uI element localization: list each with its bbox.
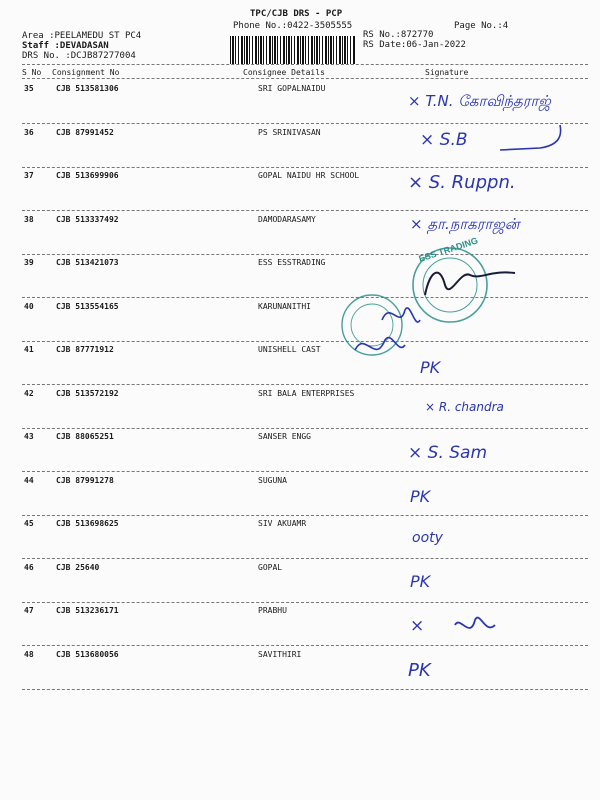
row-consignee: GOPAL xyxy=(258,562,283,572)
row-sno: 38 xyxy=(24,214,34,224)
row-consignment: CJB 87991452 xyxy=(56,127,114,137)
stamp-text: ESS TRADING xyxy=(417,235,480,264)
row-consignment: CJB 513572192 xyxy=(56,388,119,398)
row-consignee: SRI BALA ENTERPRISES xyxy=(258,388,355,398)
row-sno: 48 xyxy=(24,649,34,659)
staff-label: Staff :DEVADASAN xyxy=(22,41,109,51)
row-sno: 43 xyxy=(24,432,34,441)
col-header-consignment: Consignment No xyxy=(52,68,120,77)
row-consignment: CJB 88065251 xyxy=(56,432,114,441)
row-sno: 44 xyxy=(24,475,34,485)
row-consignee: SUGUNA xyxy=(258,475,287,485)
row-consignee: DAMODARASAMY xyxy=(258,214,316,224)
row-sno: 37 xyxy=(24,171,34,180)
row-consignee: ESS ESSTRADING xyxy=(258,258,326,267)
col-header-sno: S No xyxy=(22,68,42,77)
row-signature: × தா.நாகராஜன் xyxy=(410,215,520,233)
row-consignment: CJB 87991278 xyxy=(56,475,114,485)
row-sno: 35 xyxy=(24,84,34,93)
signature-scribble-39 xyxy=(425,272,515,295)
row-signature: PK xyxy=(408,660,431,681)
row-sno: 39 xyxy=(24,258,34,267)
row-consignment: CJB 513236171 xyxy=(56,606,119,615)
row-consignee: KARUNANITHI xyxy=(258,301,311,311)
drs-number: DRS No. :DCJB87277004 xyxy=(22,51,136,61)
row-consignee: SIV AKUAMR xyxy=(258,519,307,528)
row-signature: × xyxy=(410,616,425,636)
row-signature: ooty xyxy=(412,530,443,546)
row-signature: PK xyxy=(420,358,441,377)
row-consignment: CJB 513421073 xyxy=(56,258,119,267)
signature-stroke-36 xyxy=(500,125,561,150)
company-stamp xyxy=(342,248,487,355)
row-signature: × S. Ruppn. xyxy=(408,172,516,193)
row-signature: PK xyxy=(410,572,431,591)
row-consignee: SRI GOPALNAIDU xyxy=(258,84,326,93)
rs-number: RS No.:872770 xyxy=(363,30,434,40)
row-sno: 45 xyxy=(24,519,34,528)
row-consignment: CJB 513554165 xyxy=(56,301,119,311)
row-sno: 41 xyxy=(24,345,34,354)
phone-number: Phone No.:0422-3505555 xyxy=(233,21,353,31)
document-title: TPC/CJB DRS - PCP xyxy=(250,9,343,19)
page-number: Page No.:4 xyxy=(454,21,509,31)
row-consignee: GOPAL NAIDU HR SCHOOL xyxy=(258,171,360,180)
row-sno: 40 xyxy=(24,301,34,311)
col-header-consignee: Consignee Details xyxy=(243,68,325,77)
row-signature: × T.N. கோவிந்தராஜ் xyxy=(408,92,551,110)
rs-date: RS Date:06-Jan-2022 xyxy=(363,40,466,50)
row-consignment: CJB 513699906 xyxy=(56,171,119,180)
row-consignee: SANSER ENGG xyxy=(258,432,311,441)
row-consignment: CJB 513337492 xyxy=(56,214,119,224)
area-label: Area :PEELAMEDU ST PC4 xyxy=(22,31,142,41)
row-consignee: UNISHELL CAST xyxy=(258,345,321,354)
row-consignment: CJB 513698625 xyxy=(56,519,119,528)
row-sno: 42 xyxy=(24,388,34,398)
row-sno: 36 xyxy=(24,127,34,137)
row-consignment: CJB 87771912 xyxy=(56,345,114,354)
row-signature: × S. Sam xyxy=(408,443,488,463)
row-consignee: SAVITHIRI xyxy=(258,649,302,659)
signature-scribble-47 xyxy=(455,618,495,628)
col-header-signature: Signature xyxy=(425,68,469,77)
row-signature: × S.B xyxy=(420,130,468,150)
row-sno: 47 xyxy=(24,606,34,615)
row-consignment: CJB 513680056 xyxy=(56,649,119,659)
row-sno: 46 xyxy=(24,562,34,572)
row-consignee: PRABHU xyxy=(258,606,287,615)
row-consignment: CJB 513581306 xyxy=(56,84,119,93)
row-consignment: CJB 25640 xyxy=(56,562,100,572)
row-signature: × R. chandra xyxy=(425,400,504,414)
row-consignee: PS SRINIVASAN xyxy=(258,127,321,137)
row-signature: PK xyxy=(410,487,431,506)
